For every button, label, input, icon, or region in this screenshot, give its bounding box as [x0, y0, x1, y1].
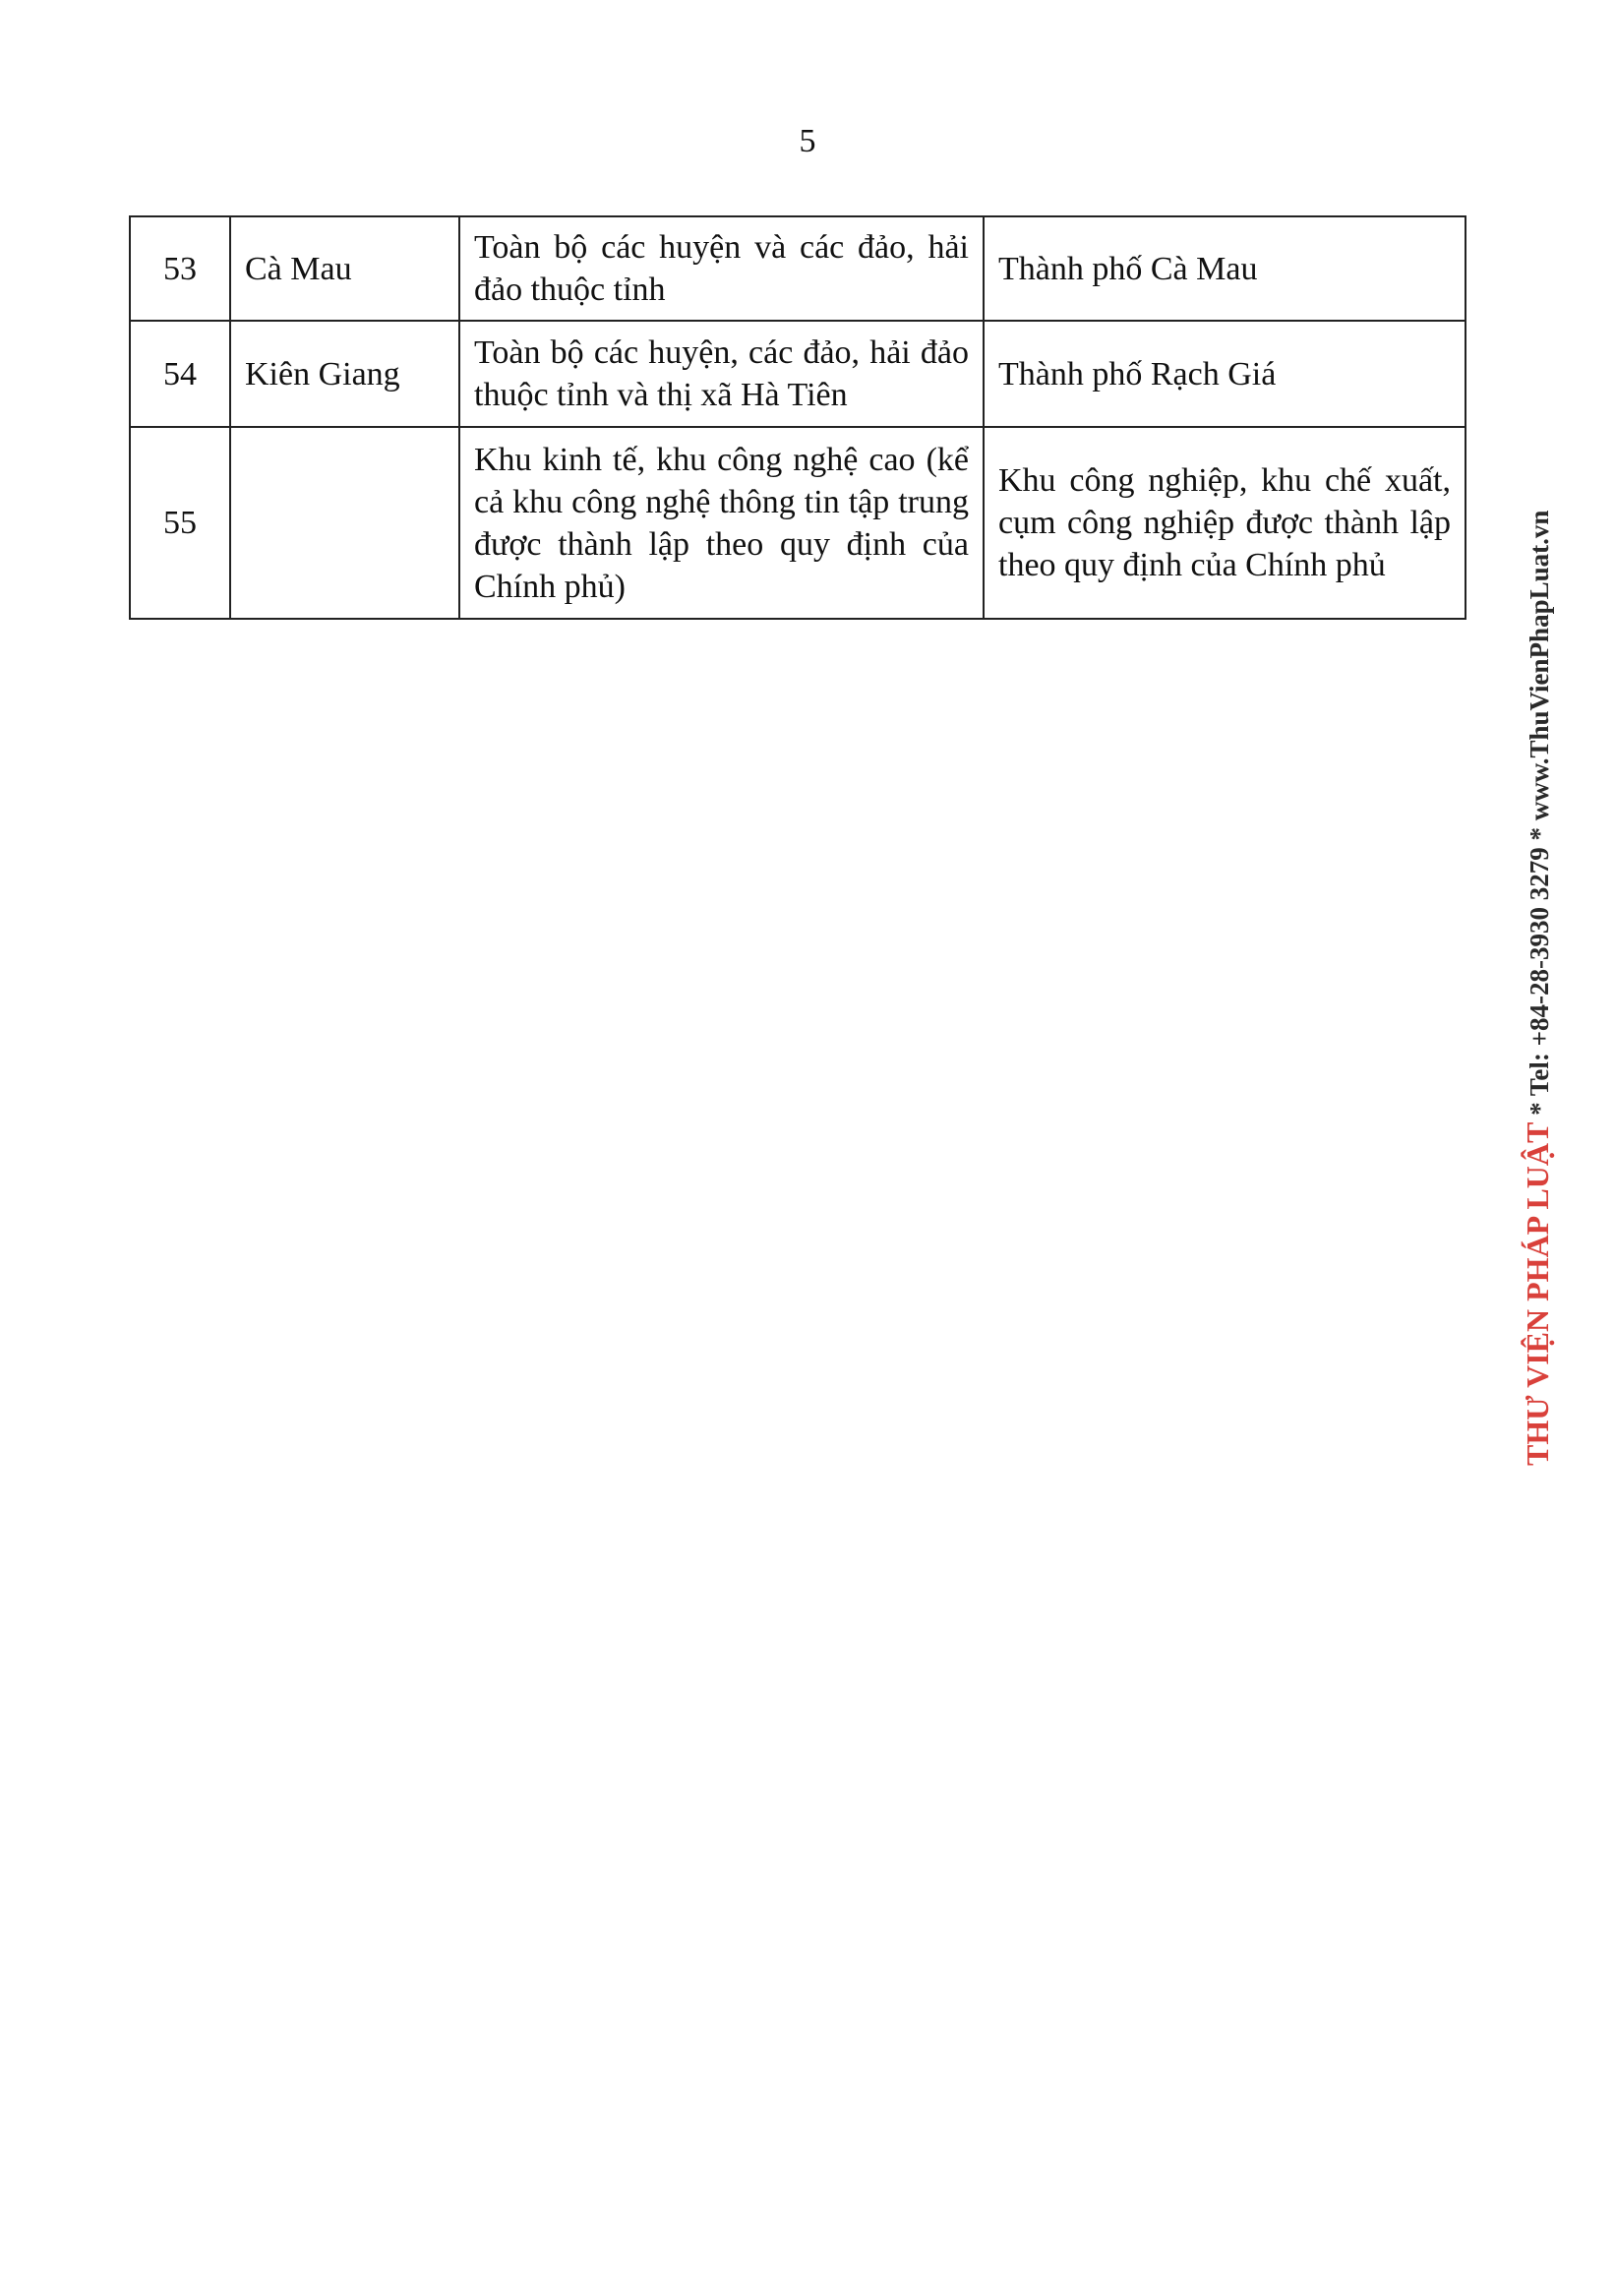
area-cell: Khu kinh tế, khu công nghệ cao (kể cả khu công nghệ thông tin tập trung được thành lập theo quy định của Chính phủ): [459, 427, 984, 619]
watermark-contact: * Tel: +84-28-3930 3279 * www.ThuVienPhapLuat.vn: [1525, 510, 1554, 1116]
province-cell: Kiên Giang: [230, 321, 459, 427]
page-number: 5: [799, 123, 816, 159]
table-row: [130, 321, 1465, 427]
province-cell: [230, 427, 459, 619]
watermark: [1521, 511, 1556, 1466]
city-cell: Khu công nghiệp, khu chế xuất, cụm công nghiệp được thành lập theo quy định của Chính phủ: [984, 427, 1465, 619]
province-cell: Cà Mau: [230, 216, 459, 321]
watermark-brand: THƯ VIỆN PHÁP LUẬT: [1520, 1121, 1555, 1466]
city-cell: Thành phố Rạch Giá: [984, 321, 1465, 427]
city-cell: Thành phố Cà Mau: [984, 216, 1465, 321]
area-cell: Toàn bộ các huyện, các đảo, hải đảo thuộc tỉnh và thị xã Hà Tiên: [459, 321, 984, 427]
region-table: [129, 215, 1466, 620]
area-cell: Toàn bộ các huyện và các đảo, hải đảo thuộc tỉnh: [459, 216, 984, 321]
row-number-cell: 53: [130, 216, 230, 321]
table-row: [130, 216, 1465, 321]
row-number-cell: 55: [130, 427, 230, 619]
table-row: [130, 427, 1465, 619]
row-number-cell: 54: [130, 321, 230, 427]
